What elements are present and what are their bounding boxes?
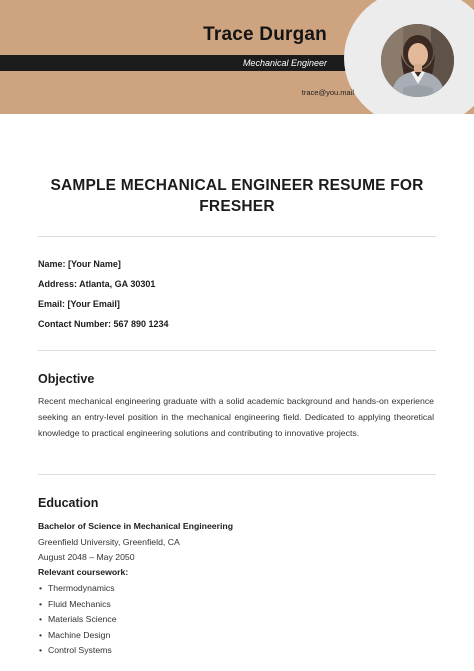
list-item: • Machine Design	[38, 628, 117, 644]
document-title: SAMPLE MECHANICAL ENGINEER RESUME FOR FRESHER	[50, 177, 424, 215]
resume-header	[0, 0, 474, 114]
info-name: Name: [Your Name]	[38, 259, 121, 269]
candidate-name: Trace Durgan	[203, 24, 327, 45]
candidate-email: trace@you.mail	[301, 88, 354, 97]
candidate-role: Mechanical Engineer	[242, 58, 327, 68]
info-contact: Contact Number: 567 890 1234	[38, 319, 169, 329]
section-divider	[38, 474, 436, 475]
objective-heading: Objective	[38, 372, 95, 386]
list-item: • Control Systems	[38, 643, 117, 659]
info-email: Email: [Your Email]	[38, 299, 120, 309]
objective-text: Recent mechanical engineering graduate with a solid academic background and hands-on experience seeking an entry-level position in the mechanical engineering field. Dedicated to applying theoretical knowledge to practical engineering solutions and contributing to innovative projects.	[38, 396, 434, 438]
list-item: • Fluid Mechanics	[38, 597, 117, 613]
coursework-list	[38, 581, 117, 659]
education-heading: Education	[38, 496, 99, 510]
info-address: Address: Atlanta, GA 30301	[38, 279, 156, 289]
list-item: • Materials Science	[38, 612, 117, 628]
person-portrait-icon	[381, 24, 454, 97]
profile-photo	[381, 24, 454, 97]
list-item: • Thermodynamics	[38, 581, 117, 597]
education-school: Greenfield University, Greenfield, CA	[38, 537, 180, 547]
education-degree: Bachelor of Science in Mechanical Engineering	[38, 521, 234, 531]
section-divider	[38, 236, 436, 237]
section-divider	[38, 350, 436, 351]
coursework-label: Relevant coursework:	[38, 567, 129, 577]
education-dates: August 2048 – May 2050	[38, 552, 135, 562]
